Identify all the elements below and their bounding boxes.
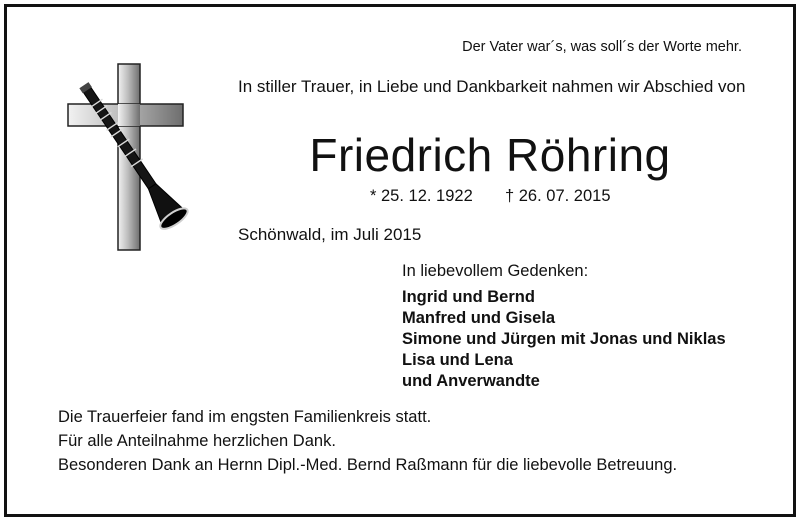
quote-line: Der Vater war´s, was soll´s der Worte mehr. (462, 39, 742, 55)
memory-heading: In liebevollem Gedenken: (402, 262, 589, 280)
deceased-name: Friedrich Röhring (309, 129, 671, 181)
mourner-item: Lisa und Lena (402, 351, 513, 369)
birth-date: * 25. 12. 1922 (370, 187, 473, 205)
footer-text (58, 405, 677, 477)
mourner-item: und Anverwandte (402, 372, 540, 390)
mourners-list (402, 287, 726, 392)
death-date: † 26. 07. 2015 (505, 187, 611, 205)
footer-line: Besonderen Dank an Hernn Dipl.-Med. Bernd Raßmann für die liebevolle Betreuung. (58, 456, 678, 474)
place-date: Schönwald, im Juli 2015 (238, 225, 422, 244)
footer-line: Die Trauerfeier fand im engsten Familienkreis statt. (58, 408, 432, 426)
mourner-item: Ingrid und Bernd (402, 288, 535, 306)
mourner-item: Simone und Jürgen mit Jonas und Niklas (402, 330, 726, 348)
intro-text: In stiller Trauer, in Liebe und Dankbarkeit nahmen wir Abschied von (238, 77, 746, 96)
footer-line: Für alle Anteilnahme herzlichen Dank. (58, 432, 336, 450)
mourner-item: Manfred und Gisela (402, 309, 556, 327)
